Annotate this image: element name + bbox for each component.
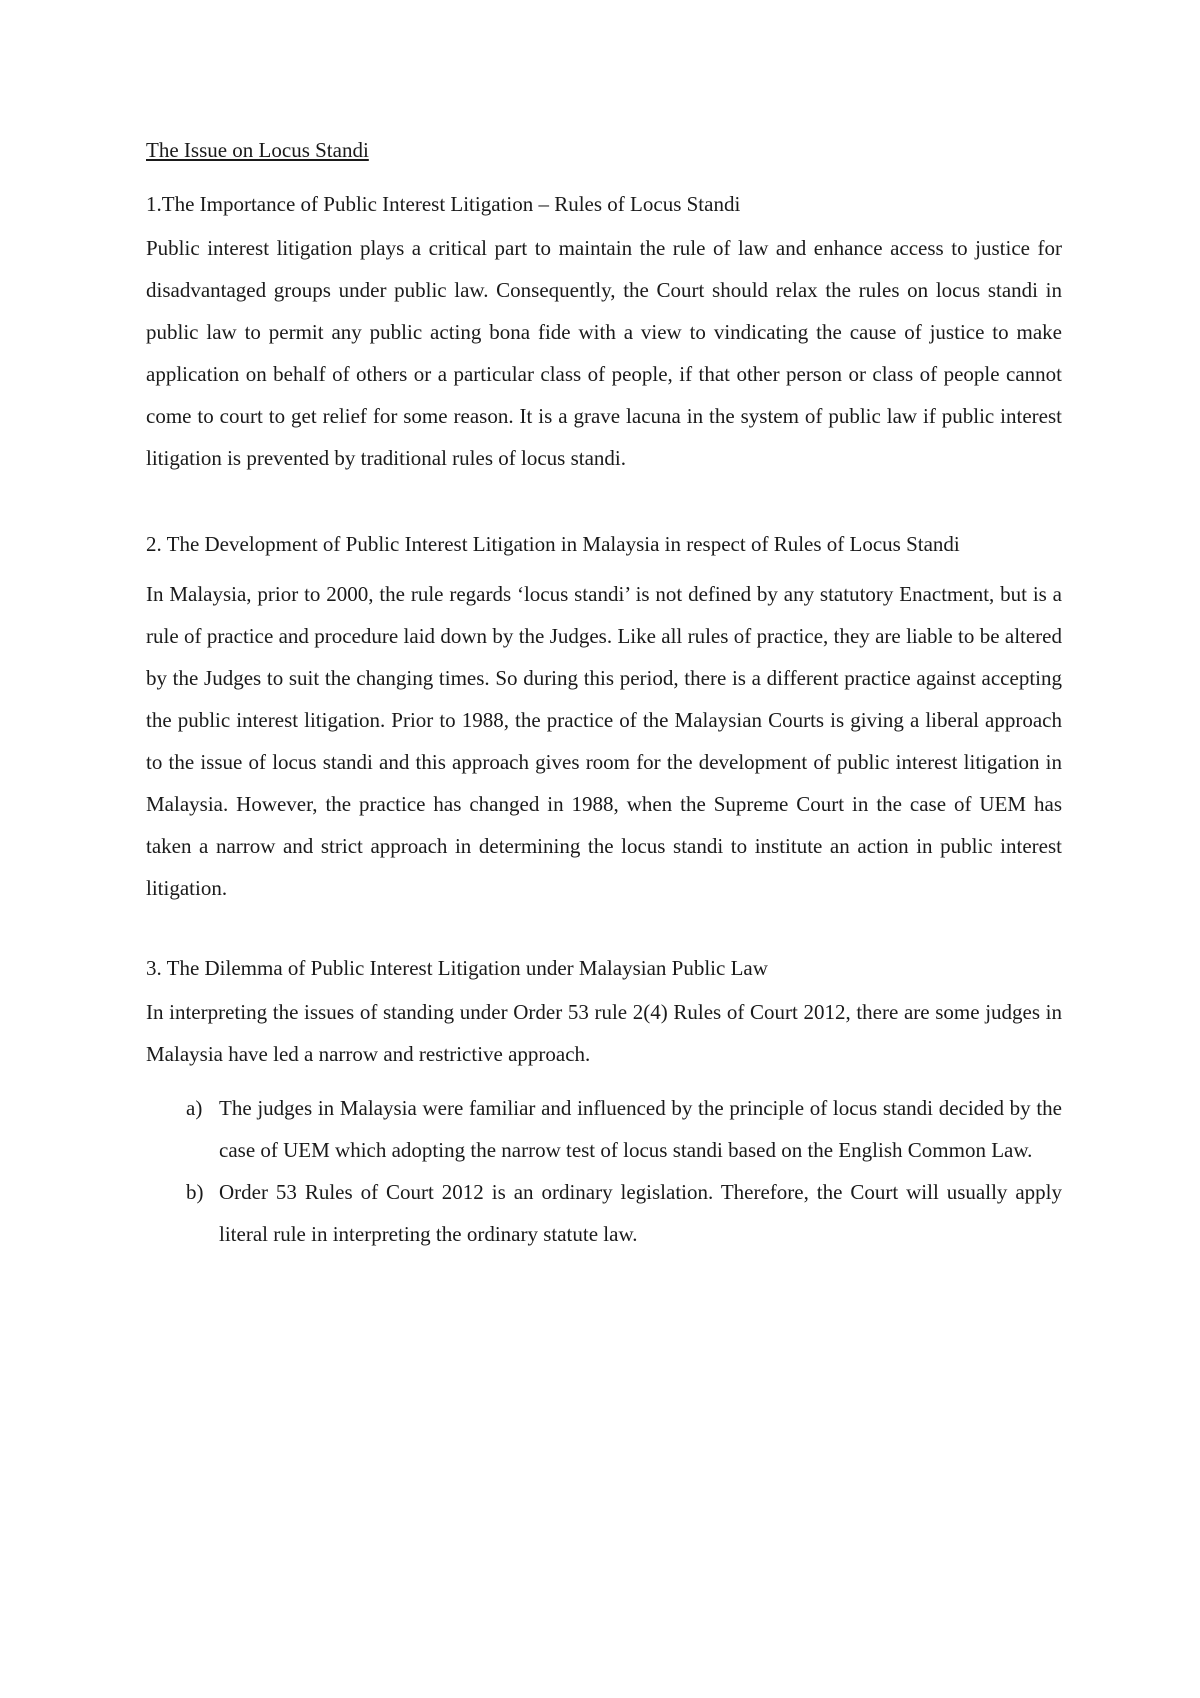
section-1-paragraph: Public interest litigation plays a critical part to maintain the rule of law and enhance access to justice for disadvantaged groups under public law. Consequently, the Court should relax the rules on locus standi in public law to permit any public acting bona fide with a view to vindicating the cause of justice to make application on behalf of others or a particular class of people, if that other person or class of people cannot come to court to get relief for some reason. It is a grave lacuna in the system of public law if public interest litigation is prevented by traditional rules of locus standi. — [146, 236, 1062, 470]
section-1-heading: 1.The Importance of Public Interest Litigation – Rules of Locus Standi — [146, 192, 741, 216]
list-item — [186, 1087, 1062, 1171]
document-title: The Issue on Locus Standi — [146, 138, 369, 162]
section-2-paragraph: In Malaysia, prior to 2000, the rule regards ‘locus standi’ is not defined by any statutory Enactment, but is a rule of practice and procedure laid down by the Judges. Like all rules of practice, they are liable to be altered by the Judges to suit the changing times. So during this period, there is a different practice against accepting the public interest litigation. Prior to 1988, the practice of the Malaysian Courts is giving a liberal approach to the issue of locus standi and this approach gives room for the development of public interest litigation in Malaysia. However, the practice has changed in 1988, when the Supreme Court in the case of UEM has taken a narrow and strict approach in determining the locus standi to institute an action in public interest litigation. — [146, 582, 1062, 900]
list-item-text: The judges in Malaysia were familiar and influenced by the principle of locus standi decided by the case of UEM which adopting the narrow test of locus standi based on the English Common Law. — [219, 1096, 1062, 1162]
list-marker: b) — [186, 1180, 204, 1204]
section-3-heading: 3. The Dilemma of Public Interest Litigation under Malaysian Public Law — [146, 956, 768, 980]
section-3-list — [146, 1087, 1062, 1255]
list-item-text: Order 53 Rules of Court 2012 is an ordinary legislation. Therefore, the Court will usually apply literal rule in interpreting the ordinary statute law. — [219, 1180, 1062, 1246]
section-2-heading: 2. The Development of Public Interest Litigation in Malaysia in respect of Rules of Locus Standi — [146, 532, 960, 556]
document-page — [146, 135, 1062, 1255]
list-marker: a) — [186, 1096, 203, 1120]
section-3-paragraph: In interpreting the issues of standing under Order 53 rule 2(4) Rules of Court 2012, there are some judges in Malaysia have led a narrow and restrictive approach. — [146, 1000, 1062, 1066]
list-item — [186, 1171, 1062, 1255]
